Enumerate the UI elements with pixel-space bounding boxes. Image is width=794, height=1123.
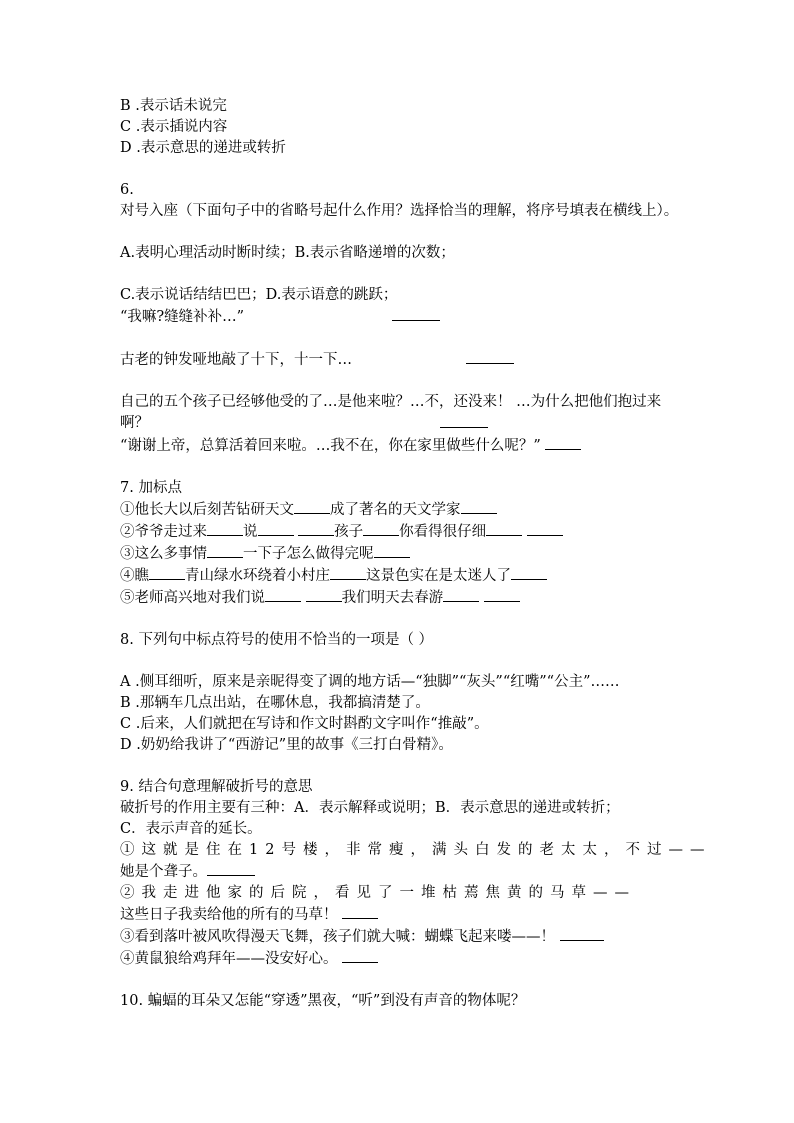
q8-option-c: C .后来，人们就把在写诗和作文时斟酌文字叫作“推敲”。 bbox=[120, 716, 489, 732]
q6-answer-blank-2[interactable] bbox=[466, 349, 514, 364]
q7-blank[interactable] bbox=[374, 543, 410, 558]
spacer bbox=[120, 222, 680, 243]
q9-sentence-1b-text: 她是个聋子。 bbox=[120, 864, 207, 880]
q6-answer-blank-1[interactable] bbox=[392, 306, 440, 321]
q9-sentence-4-text: ④黄鼠狼给鸡拜年——没安好心。 bbox=[120, 951, 338, 967]
spacer bbox=[120, 756, 680, 777]
q7-blank[interactable] bbox=[265, 587, 301, 602]
q9-answer-blank-1[interactable] bbox=[207, 861, 255, 876]
q9-answer-blank-4[interactable] bbox=[342, 948, 378, 963]
q8-option-d: D .奶奶给我讲了“西游记”里的故事《三打白骨精》。 bbox=[120, 737, 453, 753]
q7-l4-text-c: 这景色实在是太迷人了 bbox=[366, 568, 511, 584]
q6-number: 6. bbox=[120, 182, 134, 198]
q6-answer-blank-4[interactable] bbox=[545, 435, 581, 450]
spacer bbox=[120, 970, 680, 991]
q7-l3-text-b: 一下子怎么做得完呢 bbox=[243, 546, 374, 562]
q6-sentence-1 bbox=[120, 306, 680, 328]
q7-title: 7. 加标点 bbox=[120, 480, 182, 496]
q8-option-b: B .那辆车几点出站，在哪休息，我都搞清楚了。 bbox=[120, 695, 430, 711]
q7-blank[interactable] bbox=[207, 521, 243, 536]
q6-blank-3-row bbox=[120, 413, 680, 435]
q7-l1-text-a: ①他长大以后刻苦钻研天文 bbox=[120, 502, 294, 518]
q7-blank[interactable] bbox=[294, 499, 330, 514]
q6-sentence-1-text: “我嘛?缝缝补补…” bbox=[120, 309, 245, 325]
q6-sentence-3: 自己的五个孩子已经够他受的了…是他来啦？…不，还没来！ …为什么把他们抱过来啊？ bbox=[120, 394, 662, 431]
spacer bbox=[120, 371, 680, 392]
worksheet-page bbox=[120, 96, 712, 1012]
q6-sentence-2-text: 古老的钟发哑地敲了十下，十一下… bbox=[120, 352, 352, 368]
q5-option-d: D .表示意思的递进或转折 bbox=[120, 140, 286, 156]
q10-title: 10. 蝙蝠的耳朵又怎能“穿透”黑夜，“听”到没有声音的物体呢？ bbox=[120, 993, 526, 1009]
q6-sentence-4 bbox=[120, 435, 680, 457]
q5-option-c: C .表示插说内容 bbox=[120, 119, 228, 135]
q7-l5-text-a: ⑤老师高兴地对我们说 bbox=[120, 590, 265, 606]
spacer bbox=[120, 159, 680, 180]
q7-blank[interactable] bbox=[443, 587, 479, 602]
q9-sentence-2b-text: 这些日子我卖给他的所有的马草！ bbox=[120, 907, 338, 923]
spacer bbox=[120, 609, 680, 630]
spacer bbox=[120, 264, 680, 285]
q7-line-3 bbox=[120, 543, 680, 565]
q7-blank[interactable] bbox=[484, 587, 520, 602]
q9-sentence-3 bbox=[120, 926, 680, 948]
q5-option-b: B .表示话未说完 bbox=[120, 98, 227, 114]
q8-title: 8. 下列句中标点符号的使用不恰当的一项是（ ） bbox=[120, 632, 434, 648]
q7-blank[interactable] bbox=[149, 565, 185, 580]
q6-options-cd: C.表示说话结结巴巴；D.表示语意的跳跃； bbox=[120, 287, 398, 303]
q9-answer-blank-2[interactable] bbox=[342, 904, 378, 919]
q6-sentence-4-text: “谢谢上帝，总算活着回来啦。…我不在，你在家里做些什么呢？” bbox=[120, 438, 541, 454]
q6-prompt: 对号入座（下面句子中的省略号起什么作用？选择恰当的理解，将序号填表在横线上）。 bbox=[120, 203, 679, 219]
q7-l4-text-b: 青山绿水环绕着小村庄 bbox=[185, 568, 330, 584]
q7-l2-text-c: 孩子 bbox=[334, 524, 364, 540]
q9-intro-1: 破折号的作用主要有三种：A．表示解释或说明；B．表示意思的递进或转折； bbox=[120, 800, 620, 816]
q7-blank[interactable] bbox=[258, 521, 294, 536]
q7-blank[interactable] bbox=[461, 499, 497, 514]
q7-l3-text-a: ③这么多事情 bbox=[120, 546, 207, 562]
q7-line-2 bbox=[120, 521, 680, 543]
q9-title: 9. 结合句意理解破折号的意思 bbox=[120, 779, 313, 795]
q7-line-4 bbox=[120, 565, 680, 587]
spacer bbox=[120, 651, 680, 672]
q7-l2-text-d: 你看得很仔细 bbox=[399, 524, 487, 540]
spacer bbox=[120, 328, 680, 349]
q9-sentence-1b bbox=[120, 861, 680, 883]
q6-options-ab: A.表明心理活动时断时续；B.表示省略递增的次数； bbox=[120, 245, 455, 261]
q9-intro-2: C．表示声音的延长。 bbox=[120, 821, 262, 837]
q7-blank[interactable] bbox=[330, 565, 366, 580]
q7-blank[interactable] bbox=[363, 521, 399, 536]
q7-blank[interactable] bbox=[511, 565, 547, 580]
q7-line-1 bbox=[120, 499, 680, 521]
q6-sentence-2 bbox=[120, 349, 680, 371]
q7-blank[interactable] bbox=[527, 521, 563, 536]
q7-blank[interactable] bbox=[486, 521, 522, 536]
q9-sentence-4 bbox=[120, 948, 680, 970]
spacer bbox=[120, 457, 680, 478]
q7-l4-text-a: ④瞧 bbox=[120, 568, 149, 584]
q9-answer-blank-3[interactable] bbox=[560, 926, 604, 941]
q6-answer-blank-3[interactable] bbox=[440, 413, 488, 428]
q9-sentence-2b bbox=[120, 904, 680, 926]
q7-l2-text-b: 说 bbox=[243, 524, 258, 540]
q7-l5-text-b: 我们明天去春游 bbox=[341, 590, 444, 606]
q7-blank[interactable] bbox=[298, 521, 334, 536]
q7-l2-text-a: ②爷爷走过来 bbox=[120, 524, 207, 540]
q7-line-5 bbox=[120, 587, 680, 609]
q9-sentence-3-text: ③看到落叶被风吹得漫天飞舞，孩子们就大喊：蝴蝶飞起来喽——！ bbox=[120, 929, 555, 945]
q7-blank[interactable] bbox=[207, 543, 243, 558]
q7-l1-text-b: 成了著名的天文学家 bbox=[330, 502, 461, 518]
q9-sentence-1a: ①这就是住在12号楼，非常瘦，满头白发的老太太，不过—— bbox=[120, 842, 712, 858]
q8-option-a: A .侧耳细听，原来是亲昵得变了调的地方话—“独脚”“灰头”“红嘴”“公主”…… bbox=[120, 674, 620, 690]
q7-blank[interactable] bbox=[306, 587, 342, 602]
q9-sentence-2a: ②我走进他家的后院，看见了一堆枯蔫焦黄的马草—— bbox=[120, 885, 636, 901]
